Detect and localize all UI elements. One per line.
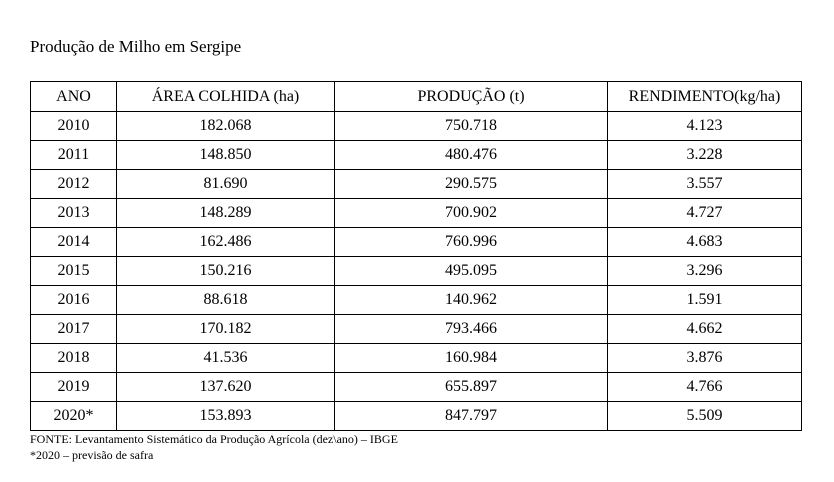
cell-area: 88.618	[117, 286, 335, 315]
cell-ano: 2019	[31, 373, 117, 402]
cell-ano: 2018	[31, 344, 117, 373]
cell-rendimento: 3.296	[608, 257, 802, 286]
footnote: *2020 – previsão de safra	[30, 448, 154, 462]
cell-rendimento: 4.123	[608, 112, 802, 141]
cell-rendimento: 3.228	[608, 141, 802, 170]
table-header-row	[31, 82, 802, 112]
cell-rendimento: 4.766	[608, 373, 802, 402]
cell-producao: 160.984	[335, 344, 608, 373]
header-area-colhida: ÁREA COLHIDA (ha)	[117, 82, 335, 112]
cell-producao: 140.962	[335, 286, 608, 315]
cell-producao: 495.095	[335, 257, 608, 286]
cell-producao: 847.797	[335, 402, 608, 431]
cell-area: 148.289	[117, 199, 335, 228]
table-row	[31, 373, 802, 402]
cell-ano: 2016	[31, 286, 117, 315]
cell-area: 153.893	[117, 402, 335, 431]
table-row	[31, 402, 802, 431]
cell-rendimento: 3.557	[608, 170, 802, 199]
cell-ano: 2012	[31, 170, 117, 199]
production-table	[30, 81, 802, 431]
cell-ano: 2015	[31, 257, 117, 286]
cell-area: 137.620	[117, 373, 335, 402]
table-row	[31, 315, 802, 344]
cell-rendimento: 4.683	[608, 228, 802, 257]
table-row	[31, 344, 802, 373]
table-row	[31, 228, 802, 257]
cell-area: 150.216	[117, 257, 335, 286]
cell-ano: 2017	[31, 315, 117, 344]
header-rendimento: RENDIMENTO(kg/ha)	[608, 82, 802, 112]
cell-area: 162.486	[117, 228, 335, 257]
cell-producao: 290.575	[335, 170, 608, 199]
cell-ano: 2010	[31, 112, 117, 141]
cell-area: 41.536	[117, 344, 335, 373]
cell-producao: 793.466	[335, 315, 608, 344]
cell-rendimento: 5.509	[608, 402, 802, 431]
cell-producao: 750.718	[335, 112, 608, 141]
cell-producao: 760.996	[335, 228, 608, 257]
cell-ano: 2013	[31, 199, 117, 228]
cell-rendimento: 3.876	[608, 344, 802, 373]
cell-ano: 2011	[31, 141, 117, 170]
cell-area: 81.690	[117, 170, 335, 199]
page-title: Produção de Milho em Sergipe	[30, 37, 242, 56]
cell-rendimento: 4.662	[608, 315, 802, 344]
table-row	[31, 286, 802, 315]
header-ano: ANO	[31, 82, 117, 112]
table-row	[31, 141, 802, 170]
cell-rendimento: 1.591	[608, 286, 802, 315]
header-producao: PRODUÇÃO (t)	[335, 82, 608, 112]
cell-producao: 480.476	[335, 141, 608, 170]
source-note: FONTE: Levantamento Sistemático da Produção Agrícola (dez\ano) – IBGE	[30, 432, 398, 446]
cell-area: 170.182	[117, 315, 335, 344]
table-row	[31, 199, 802, 228]
cell-ano: 2014	[31, 228, 117, 257]
cell-producao: 655.897	[335, 373, 608, 402]
cell-area: 148.850	[117, 141, 335, 170]
cell-rendimento: 4.727	[608, 199, 802, 228]
table-row	[31, 257, 802, 286]
cell-producao: 700.902	[335, 199, 608, 228]
cell-area: 182.068	[117, 112, 335, 141]
cell-ano: 2020*	[31, 402, 117, 431]
table-row	[31, 170, 802, 199]
table-row	[31, 112, 802, 141]
